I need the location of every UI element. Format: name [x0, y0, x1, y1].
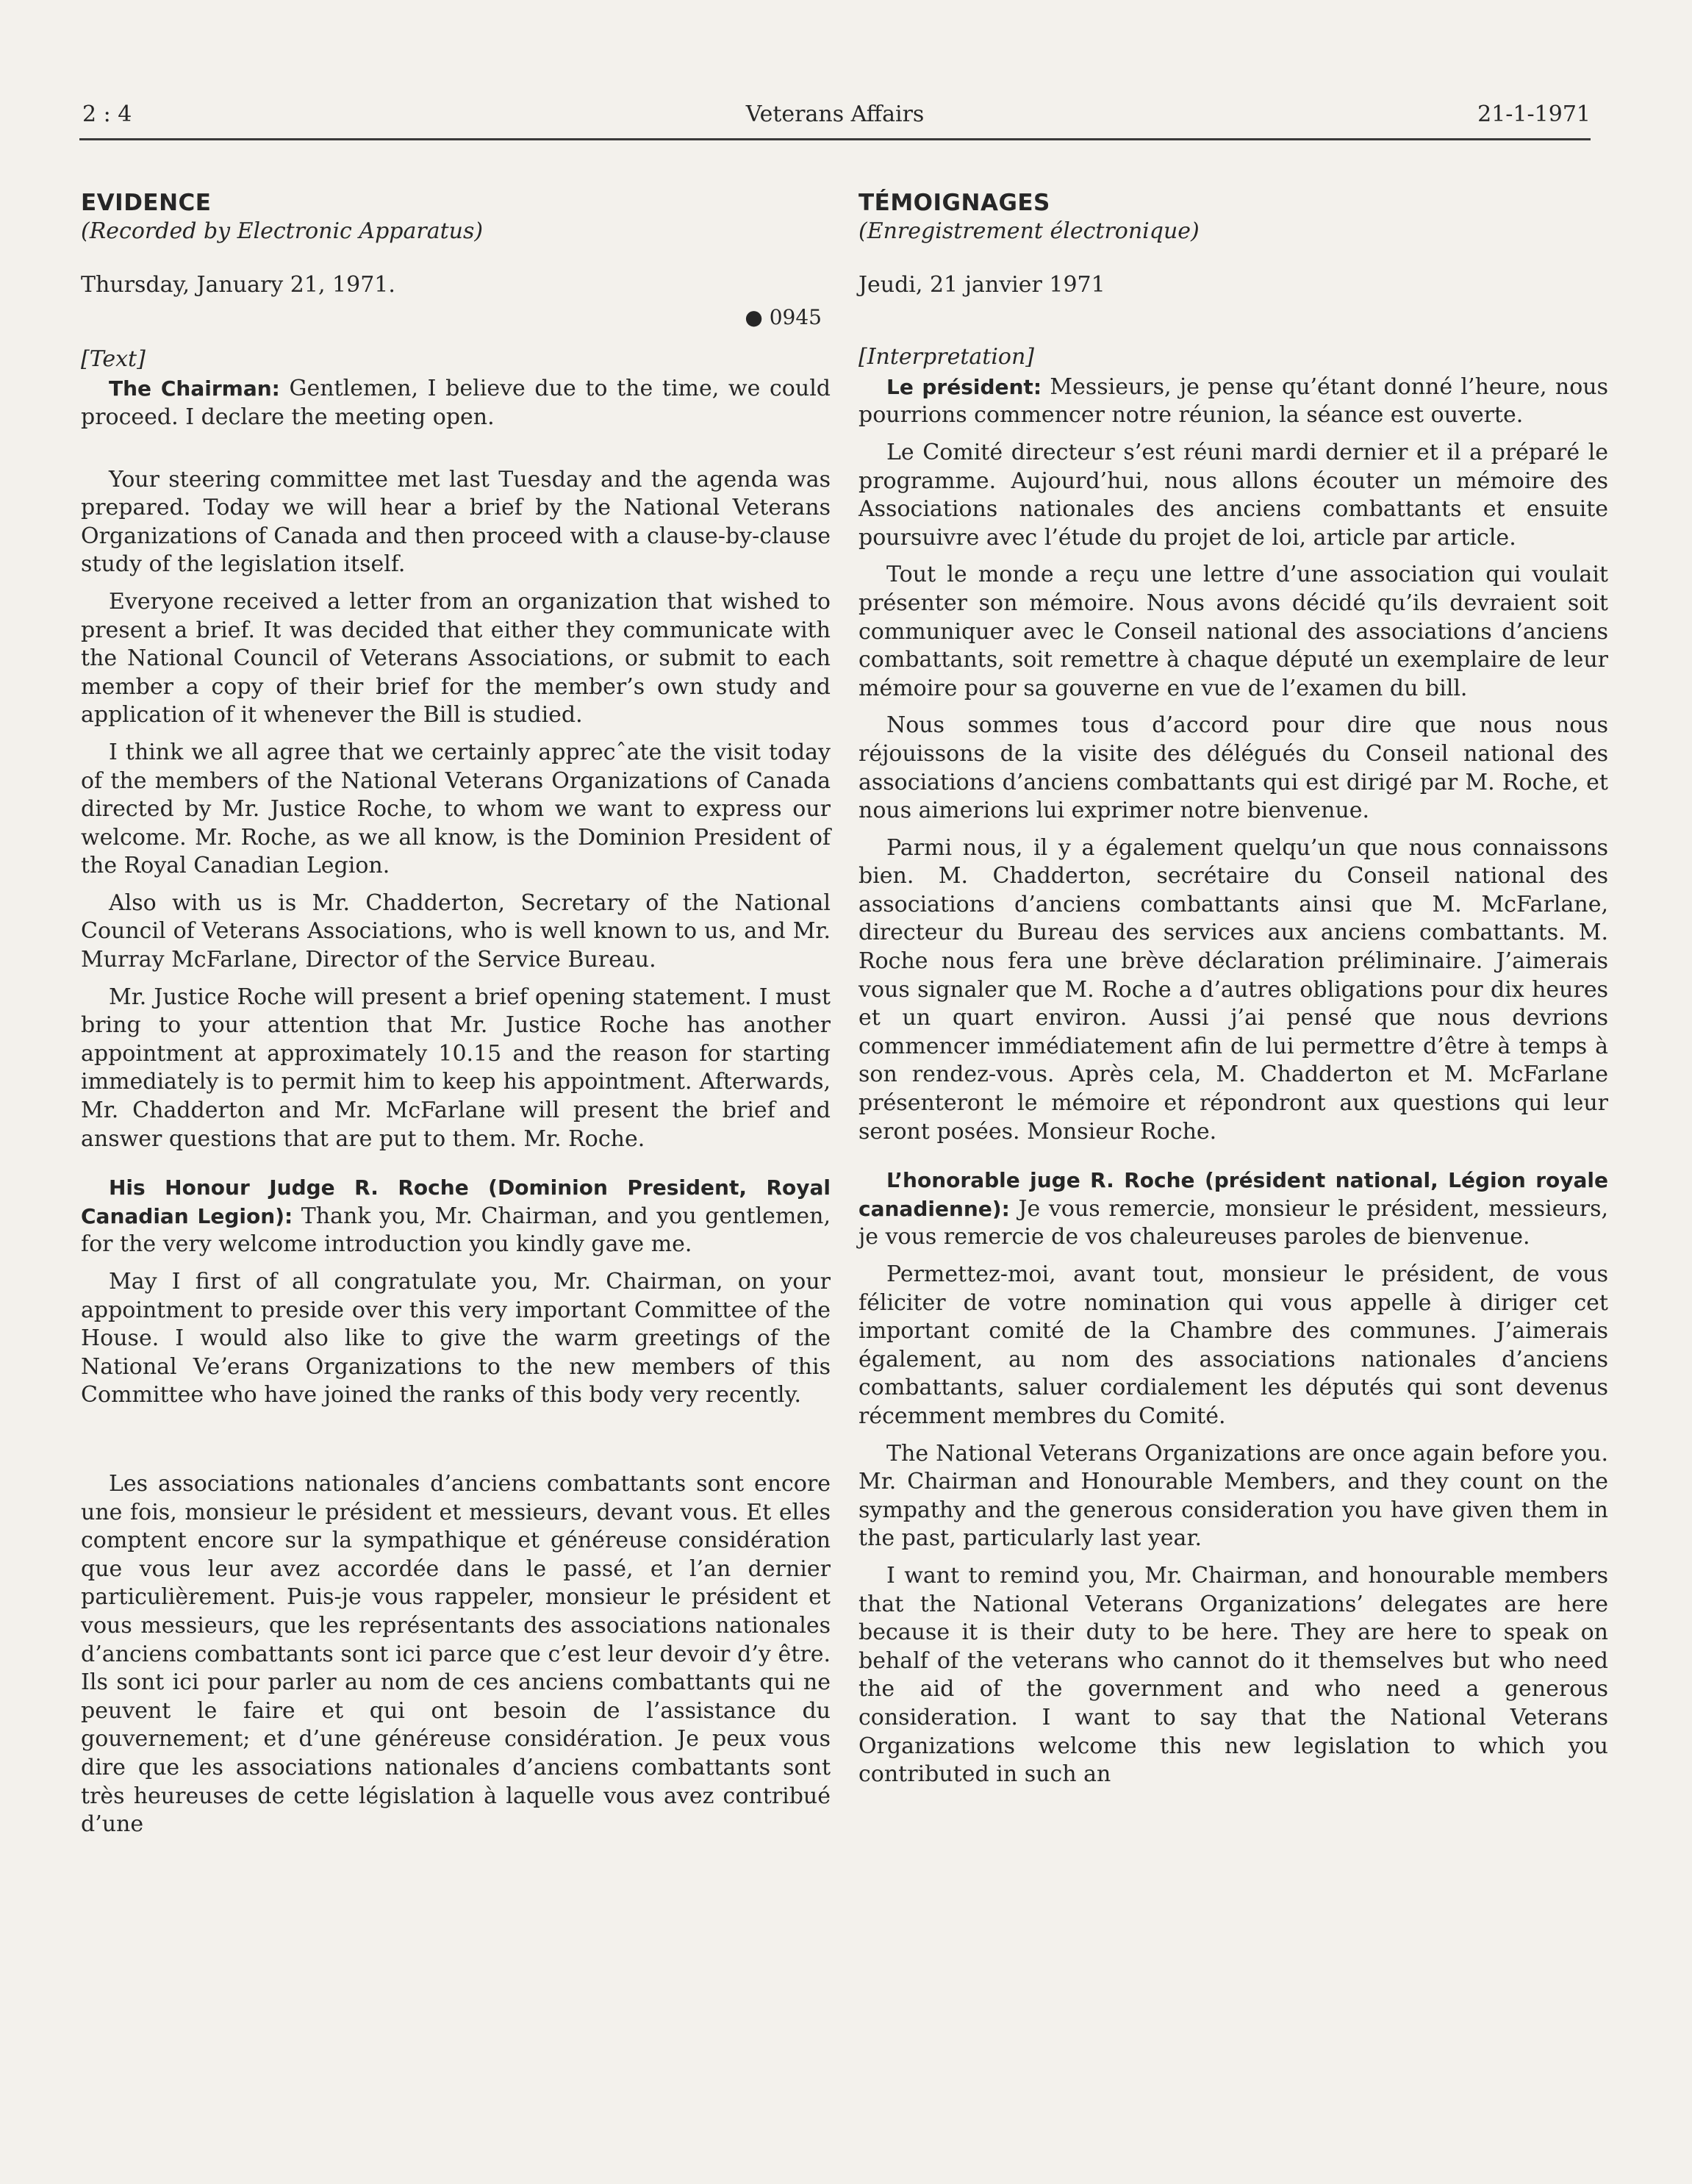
paragraph: Le Comité directeur s’est réuni mardi dernier et il a préparé le programme. Aujourd’hui, nous allons écouter un mémoire des Associations nationales des anciens combattants et ensuite poursuivre avec l’étude du projet de loi, article par article. — [858, 439, 1608, 551]
meeting-date: Jeudi, 21 janvier 1971 — [858, 271, 1105, 298]
paragraph: Your steering committee met last Tuesday and the agenda was prepared. Today we will hear a brief by the National Veterans Organizations of Canada and then proceed with a clause-by-clause study of the legislation itself. — [81, 466, 831, 578]
paragraph: Mr. Justice Roche will present a brief opening statement. I must bring to your attention that Mr. Justice Roche has another appointment at approximately 10.15 and the reason for starting immediately is to permit him to keep his appointment. Afterwards, Mr. Chadderton and Mr. McFarlane will present the brief and answer questions that are put to them. Mr. Roche. — [81, 984, 831, 1152]
paragraph — [81, 1174, 831, 1259]
paragraph-text: Gentlemen, I believe due to the time, we could proceed. I declare the meeting open. — [81, 376, 831, 430]
speaker-name: L’honorable juge R. Roche (président national, Légion royale canadienne): — [858, 1168, 1608, 1221]
speaker-name: The Chairman: — [109, 376, 280, 401]
paragraph: Parmi nous, il y a également quelqu’un que nous connaissons bien. M. Chadderton, secrétaire du Conseil national des associations d’anciens combattants ainsi que M. McFarlane, directeur du Bureau des services aux anciens combattants. M. Roche nous fera une brève déclaration préliminaire. J’aimerais vous signaler que M. Roche a d’autres obligations pour dix heures et un quart environ. Aussi j’ai pensé que nous devrions commencer immédiatement afin de lui permettre d’être à temps à son rendez-vous. Après cela, M. Chadderton et M. McFarlane présenteront le mémoire et répondront aux questions qui leur seront posées. Monsieur Roche. — [858, 834, 1608, 1145]
paragraph — [858, 373, 1608, 430]
evidence-subtitle: (Recorded by Electronic Apparatus) — [81, 218, 484, 244]
paragraph: The National Veterans Organizations are once again before you. Mr. Chairman and Honourable Members, and they count on the sympathy and the generous consideration you have given them in the past, particularly last year. — [858, 1440, 1608, 1552]
paragraph — [858, 1167, 1608, 1252]
paragraph: I want to remind you, Mr. Chairman, and honourable members that the National Veterans Organizations’ delegates are here because it is their duty to be here. They are here to speak on behalf of the veterans who cannot do it themselves but who need the aid of the government and who need a generous consideration. I want to say that the National Veterans Organizations welcome this new legislation to which you contributed in such an — [858, 1562, 1608, 1788]
paragraph: Tout le monde a reçu une lettre d’une association qui voulait présenter son mémoire. Nous avons décidé qu’ils devraient soit communiquer avec le Conseil national des associations d’anciens combattants, soit remettre à chaque député un exemplaire de leur mémoire pour sa gouverne en vue de l’examen du bill. — [858, 562, 1608, 701]
header-date: 21-1-1971 — [1477, 101, 1591, 127]
english-column — [81, 182, 831, 1839]
paragraph: May I first of all congratulate you, Mr. Chairman, on your appointment to preside over this very important Committee of the House. I would also like to give the warm greetings of the National Veʼerans Organizations to the new members of this Committee who have joined the ranks of this body very recently. — [81, 1269, 831, 1408]
paragraph: I think we all agree that we certainly apprecˆate the visit today of the members of the National Veterans Organizations of Canada directed by Mr. Justice Roche, to whom we want to express our welcome. Mr. Roche, as we all know, is the Dominion President of the Royal Canadian Legion. — [81, 739, 831, 879]
paragraph: Everyone received a letter from an organization that wished to present a brief. It was decided that either they communicate with the National Council of Veterans Associations, or submit to each member a copy of their brief for the member’s own study and application of it whenever the Bill is studied. — [81, 588, 831, 728]
page-number: 2 : 4 — [82, 101, 132, 127]
paragraph: Permettez-moi, avant tout, monsieur le président, de vous féliciter de votre nomination qui vous appelle à diriger cet important comité de la Chambre des communes. J’aimerais également, au nom des associations nationales d’anciens combattants, saluer cordialement les députés qui sont devenus récemment membres du Comité. — [858, 1261, 1608, 1429]
running-title: Veterans Affairs — [745, 101, 925, 127]
french-column — [858, 182, 1608, 1789]
interpretation-tag: [Interpretation] — [858, 344, 1035, 370]
paragraph: Nous sommes tous d’accord pour dire que nous nous réjouissons de la visite des délégués du Conseil national des associations d’anciens combattants qui est dirigé par M. Roche, et nous aimerions lui exprimer notre bienvenue. — [858, 712, 1608, 824]
temoignages-subtitle: (Enregistrement électronique) — [858, 218, 1200, 244]
page-header — [79, 97, 1591, 140]
evidence-title: EVIDENCE — [81, 190, 212, 216]
speaker-name: Le président: — [886, 374, 1042, 399]
paragraph-text: Je vous remercie, monsieur le président, messieurs, je vous remercie de vos chaleureuses paroles de bienvenue. — [858, 1195, 1608, 1250]
temoignages-title: TÉMOIGNAGES — [858, 190, 1050, 216]
text-tag: [Text] — [81, 345, 146, 372]
paragraph: Les associations nationales d’anciens combattants sont encore une fois, monsieur le président et messieurs, devant vous. Et elles comptent encore sur la sympathique et généreuse considération que vous leur avez accordée dans le passé, et l’an dernier particulièrement. Puis-je vous rappeler, monsieur le président et vous messieurs, que les représentants des associations nationales d’anciens combattants sont ici parce que c’est leur devoir d’y être. Ils sont ici pour parler au nom de ces anciens combattants qui ne peuvent le faire et qui ont besoin de l’assistance du gouvernement; et d’une généreuse considération. Je peux vous dire que les associations nationales d’anciens combattants sont très heureuses de cette législation à laquelle vous avez contribué d’une — [81, 1470, 831, 1838]
meeting-date: Thursday, January 21, 1971. — [81, 271, 395, 298]
timestamp: ● 0945 — [745, 305, 822, 330]
paragraph — [81, 375, 831, 432]
speaker-name: His Honour Judge R. Roche (Dominion President, Royal Canadian Legion): — [81, 1175, 831, 1228]
paragraph-text: Messieurs, je pense qu’étant donné l’heure, nous pourrions commencer notre réunion, la séance est ouverte. — [858, 373, 1609, 429]
paragraph: Also with us is Mr. Chadderton, Secretary of the National Council of Veterans Associations, who is well known to us, and Mr. Murray McFarlane, Director of the Service Bureau. — [81, 889, 831, 973]
paragraph-text: Thank you, Mr. Chairman, and you gentlemen, for the very welcome introduction you kindly gave me. — [81, 1203, 831, 1258]
